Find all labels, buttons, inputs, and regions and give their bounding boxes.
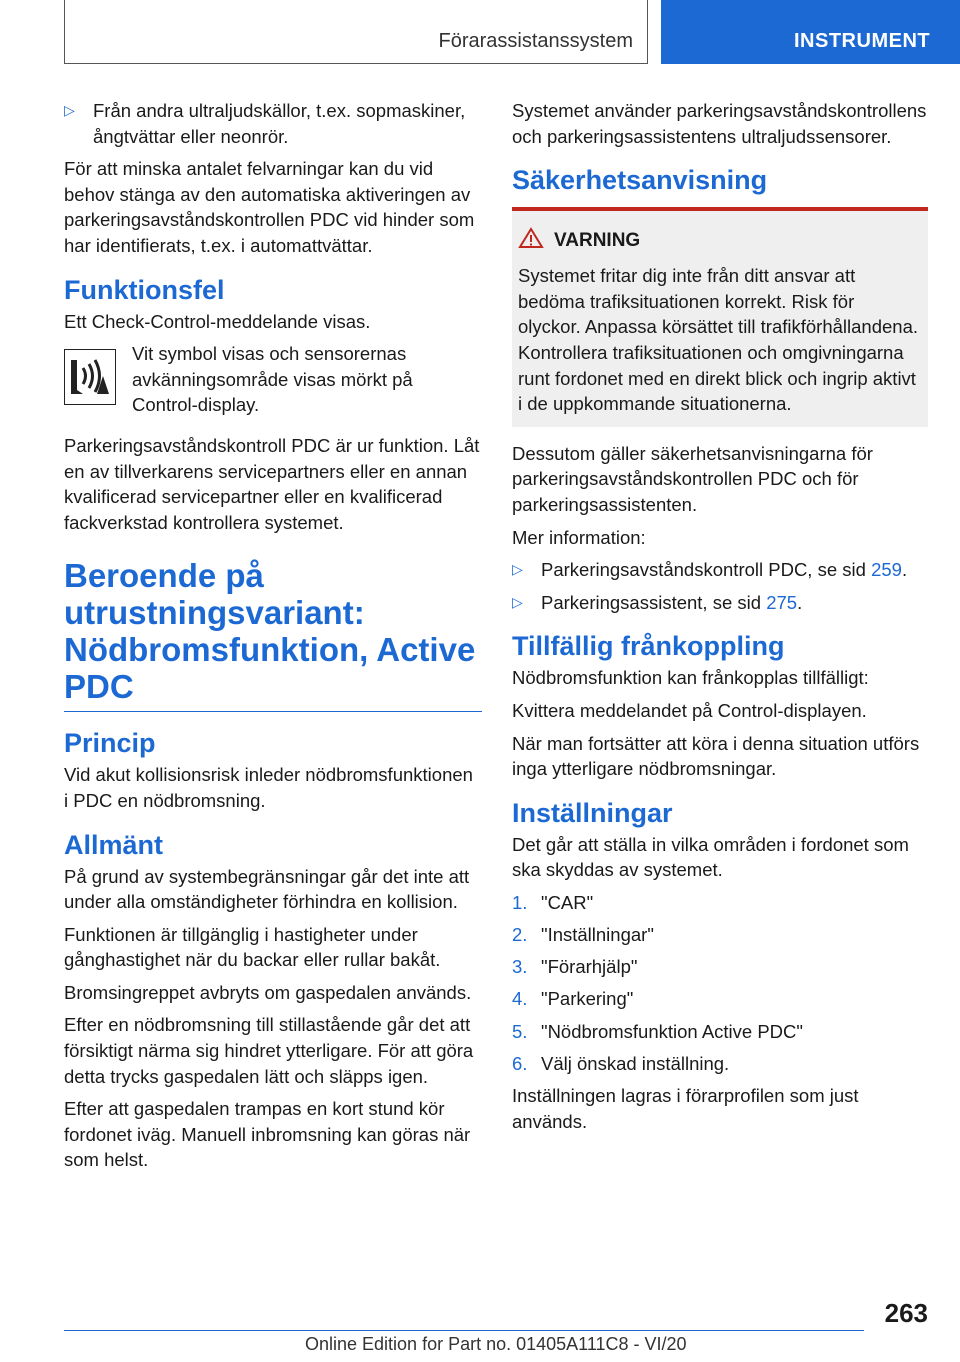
chapter-heading-block — [64, 557, 482, 712]
header-section-title: Förarassistanssystem — [438, 30, 633, 52]
bullet-text: Parkeringsavståndskontroll PDC, se sid 259. — [541, 559, 908, 581]
paragraph: Dessutom gäller säkerhetsanvisningarna för parkeringsavståndskontrollen PDC och för parkeringsassistenten. — [512, 442, 873, 515]
heading-allmant: Allmänt — [64, 829, 164, 860]
step-item: 1. "CAR" — [512, 891, 594, 913]
step-item: 4. "Parkering" — [512, 988, 634, 1010]
header-section-box — [64, 0, 648, 64]
paragraph: Mer information: — [512, 526, 646, 548]
heading-sakerhetsanvisning: Säkerhetsanvisning — [512, 165, 768, 196]
list-item — [512, 590, 928, 616]
warning-triangle-icon — [518, 227, 544, 255]
paragraph: Nödbromsfunktion kan frånkopplas tillfälligt: — [512, 667, 869, 689]
warning-title-row — [518, 227, 920, 255]
paragraph: När man fortsätter att köra i denna situation utförs inga ytterligare nödbromsningar. — [512, 732, 920, 780]
page-link-275[interactable]: 275 — [766, 591, 798, 613]
footer-rule — [64, 1330, 864, 1331]
page-link-259[interactable]: 259 — [871, 559, 902, 581]
paragraph: Det går att ställa in vilka områden i fordonet som ska skyddas av systemet. — [512, 833, 909, 881]
header-chapter-title: INSTRUMENT — [794, 30, 931, 52]
paragraph: Kvittera meddelandet på Control-displayen. — [512, 699, 867, 721]
triangle-bullet-icon: ▷ — [512, 593, 523, 610]
right-column — [512, 98, 928, 1141]
paragraph: På grund av systembegränsningar går det inte att under alla omständigheter förhindra en kollision. — [64, 865, 470, 913]
footer-edition: Online Edition for Part no. 01405A111C8 - VI/20 — [305, 1334, 687, 1354]
paragraph: Ett Check-Control-meddelande visas. — [64, 310, 371, 332]
icon-note — [64, 341, 482, 425]
step-item: 5. "Nödbromsfunktion Active PDC" — [512, 1020, 803, 1042]
paragraph: Systemet använder parkeringsavståndskontrollens och parkeringsassistentens ultraljudssensorer. — [512, 100, 927, 147]
page-number: 263 — [884, 1298, 928, 1328]
list-item — [64, 98, 482, 149]
step-item: 3. "Förarhjälp" — [512, 956, 638, 978]
paragraph: Efter en nödbromsning till stillastående går det att försiktigt närma sig hindret ytterligare. För att göra detta trycks gaspedalen lätt och släpps igen. — [64, 1014, 474, 1087]
heading-tillfallig-frankoppling: Tillfällig frånkoppling — [512, 631, 785, 662]
warning-title: VARNING — [554, 230, 641, 252]
warning-text: Systemet fritar dig inte från ditt ansvar att bedöma trafiksituationen korrekt. Risk för olyckor. Anpassa körsättet till trafikförhållandena. Kontrollera trafiksituationen och omgivningarna runt fordonet med en direkt blick och ingrip aktivt i de uppkommande situationerna. — [518, 265, 919, 415]
header-chapter-tab[interactable] — [661, 0, 960, 64]
pdc-sensor-icon — [64, 349, 116, 405]
list-item — [512, 557, 928, 583]
paragraph: Efter att gaspedalen trampas en kort stund kör fordonet iväg. Manuell inbromsning kan göras när som helst. — [64, 1098, 471, 1171]
heading-funktionsfel: Funktionsfel — [64, 274, 225, 305]
paragraph: Vid akut kollisionsrisk inleder nödbromsfunktionen i PDC en nödbromsning. — [64, 764, 473, 811]
bullet-text: Parkeringsassistent, se sid 275. — [541, 591, 803, 613]
step-item: 6. Välj önskad inställning. — [512, 1052, 730, 1074]
left-column — [64, 98, 482, 1180]
heading-princip: Princip — [64, 728, 156, 759]
triangle-bullet-icon: ▷ — [512, 561, 523, 578]
paragraph: Bromsingreppet avbryts om gaspedalen används. — [64, 981, 472, 1003]
bullet-text: Från andra ultraljudskällor, t.ex. sopmaskiner, ångtvättar eller neonrör. — [93, 100, 466, 147]
paragraph: För att minska antalet felvarningar kan du vid behov stänga av den automatiska aktiveringen av parkeringsavståndskontrollen PDC vid hinder som har identifierats, t.ex. i automattvättar. — [64, 158, 475, 256]
step-item: 2. "Inställningar" — [512, 924, 654, 946]
paragraph: Vit symbol visas och sensorernas avkänningsområde visas mörkt på Control-display. — [132, 343, 413, 416]
chapter-heading: Beroende på utrustningsvariant: Nödbromsfunktion, Active PDC — [64, 557, 476, 706]
paragraph: Funktionen är tillgänglig i hastigheter under gånghastighet när du backar eller rullar bakåt. — [64, 923, 441, 971]
warning-box — [512, 207, 928, 427]
heading-installningar: Inställningar — [512, 797, 673, 828]
paragraph: Inställningen lagras i förarprofilen som just används. — [512, 1085, 859, 1132]
triangle-bullet-icon: ▷ — [64, 102, 75, 118]
paragraph: Parkeringsavståndskontroll PDC är ur funktion. Låt en av tillverkarens servicepartners eller en annan kvalificerad servicepartner eller en kvalificerad fackverkstad kontrollera systemet. — [64, 434, 480, 533]
